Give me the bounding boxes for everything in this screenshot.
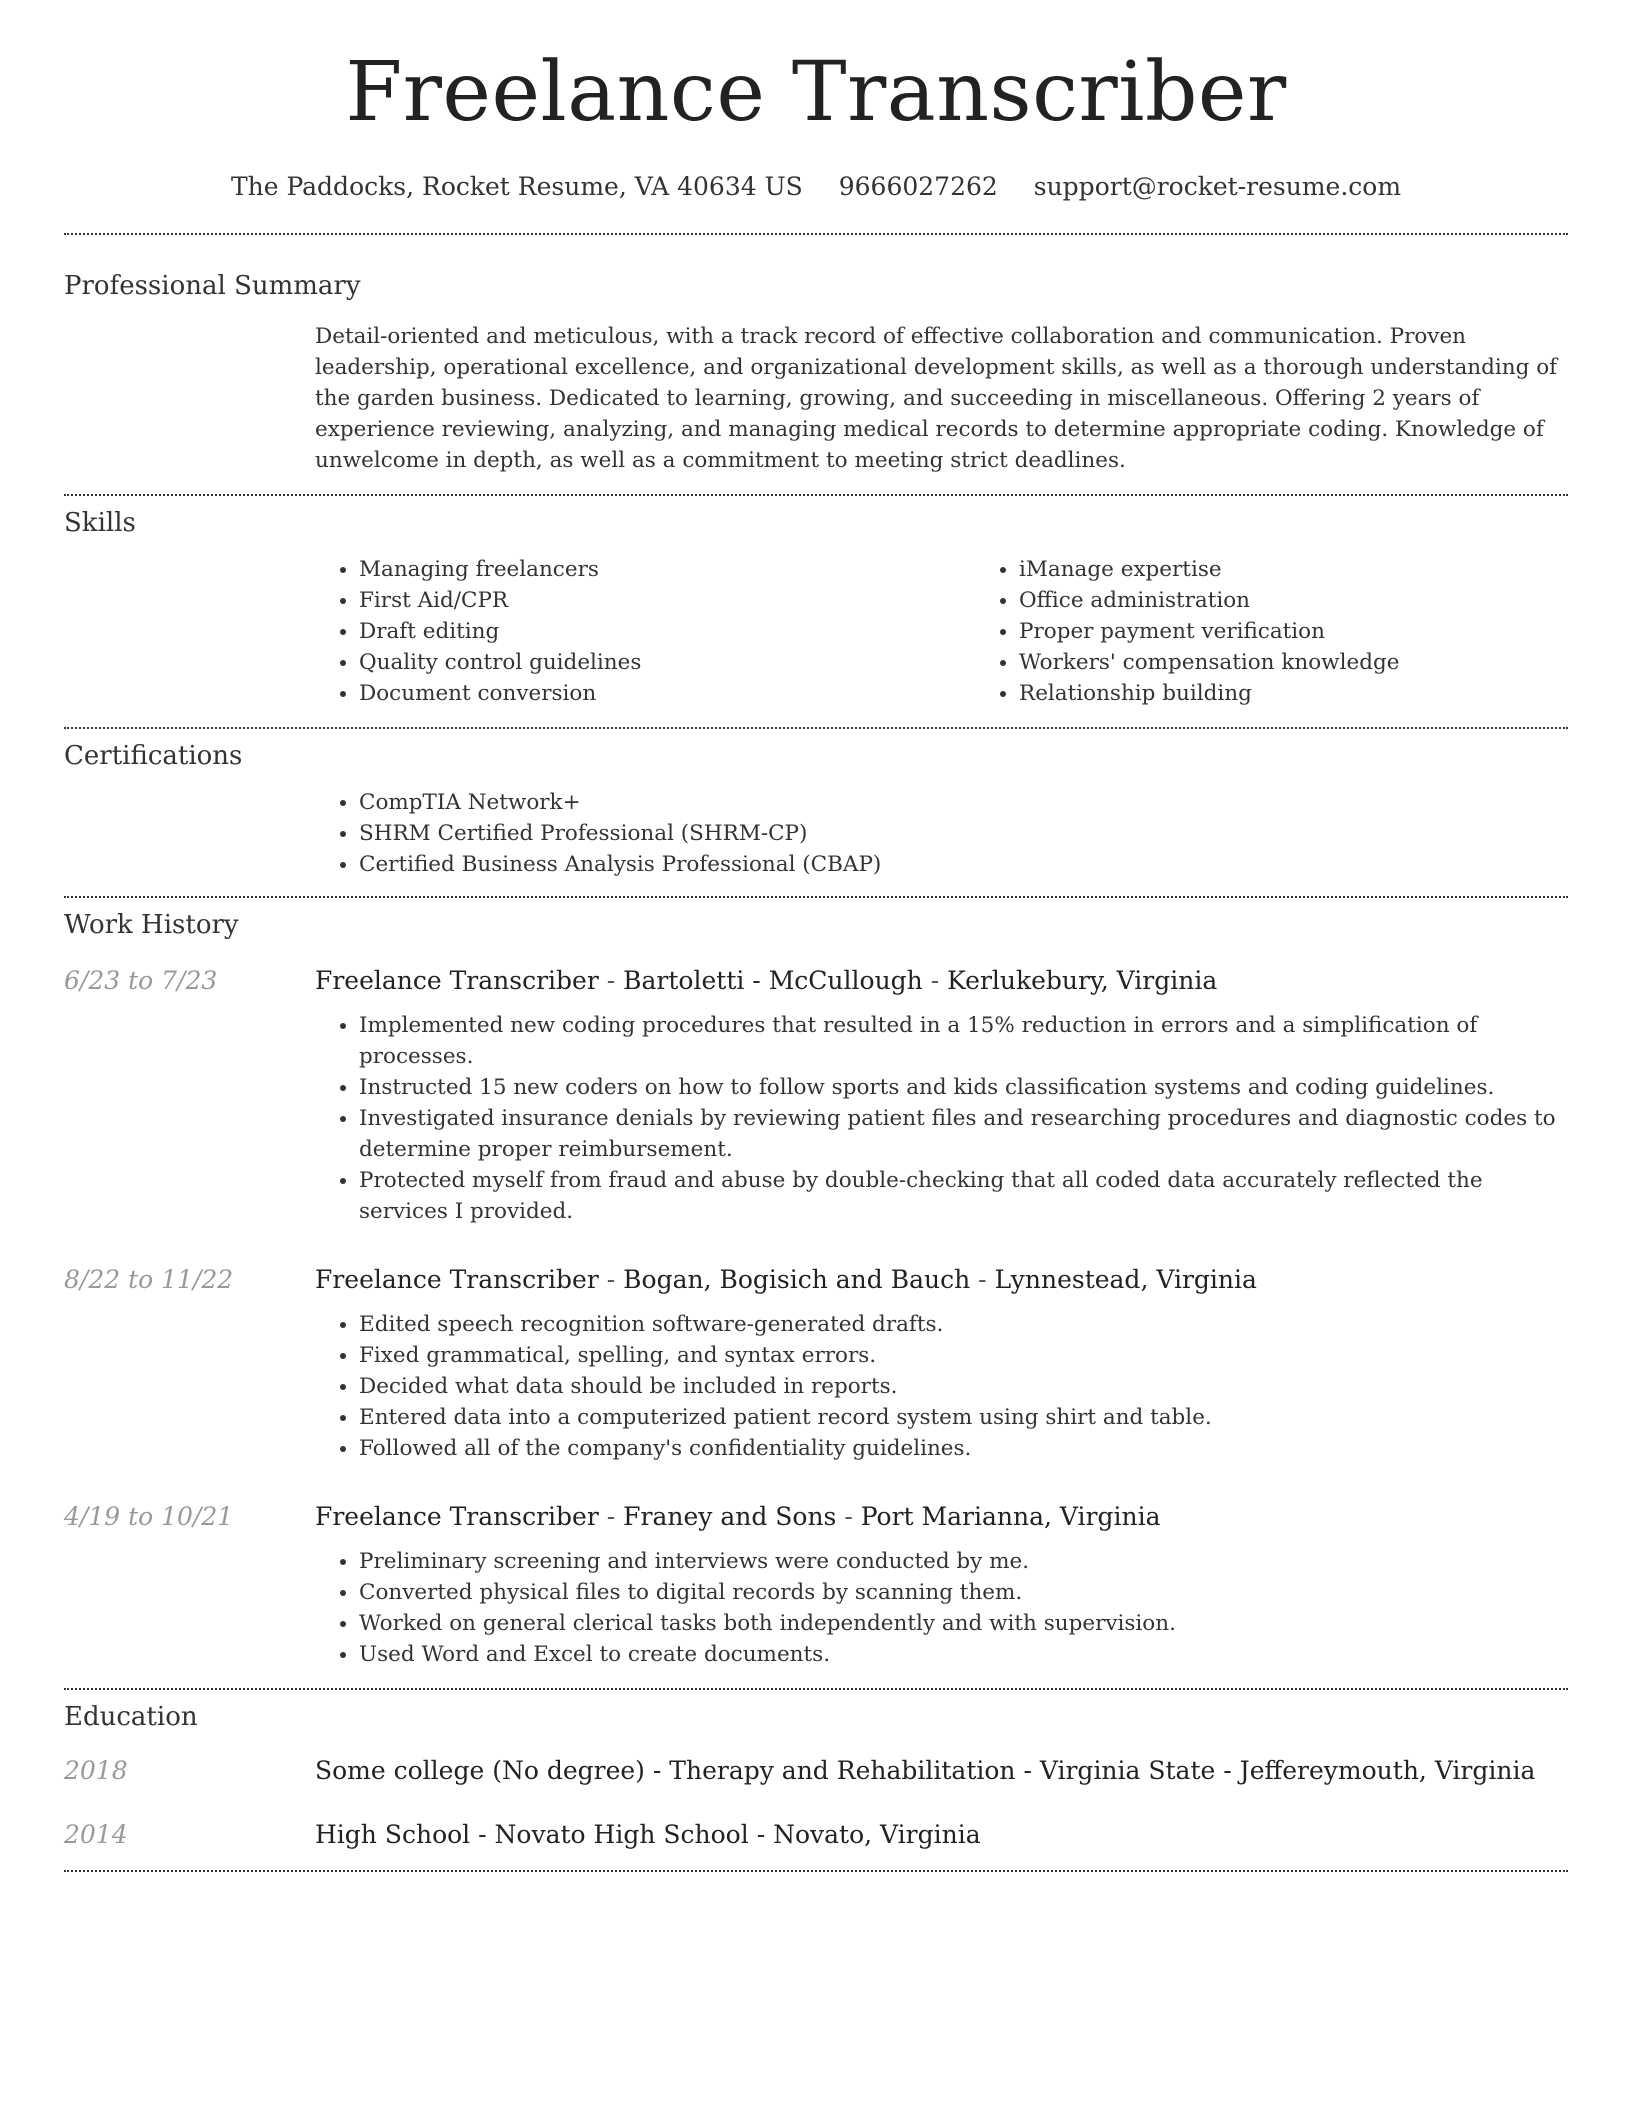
job-bullet: • Edited speech recognition software-generated drafts.	[359, 1309, 1568, 1340]
job-bullets	[315, 1546, 1568, 1670]
skill-item: • First Aid/CPR	[359, 585, 975, 616]
job-role: Freelance Transcriber	[315, 966, 599, 995]
job-body	[315, 1263, 1568, 1464]
job-bullets	[315, 1309, 1568, 1464]
job-title-line: Freelance Transcriber - Franey and Sons - Port Marianna, Virginia	[315, 1502, 1161, 1531]
job-title-line: Freelance Transcriber - Bogan, Bogisich and Bauch - Lynnestead, Virginia	[315, 1265, 1257, 1294]
job-bullet: • Protected myself from fraud and abuse by double-checking that all coded data accurately reflected the services I provided.	[359, 1165, 1568, 1227]
education-title-line: Some college (No degree) - Therapy and Rehabilitation - Virginia State - Jeffereymouth, Virginia	[315, 1756, 1536, 1785]
skill-item: • Relationship building	[1019, 678, 1632, 709]
contact-address: The Paddocks, Rocket Resume, VA 40634 US	[230, 172, 803, 201]
certification-item: • SHRM Certified Professional (SHRM-CP)	[359, 818, 1568, 849]
skills-list-right	[975, 554, 1632, 709]
job-body	[315, 1500, 1568, 1670]
education-entry	[64, 1818, 1568, 1852]
job-entry	[64, 1263, 1568, 1464]
work-history-section	[64, 896, 1568, 1688]
job-date: 4/19 to 10/21	[64, 1502, 234, 1531]
job-location: Kerlukebury, Virginia	[947, 966, 1218, 995]
education-entry	[64, 1754, 1568, 1788]
education-degree: Some college (No degree)	[315, 1756, 645, 1785]
job-bullet: • Implemented new coding procedures that resulted in a 15% reduction in errors and a simplification of processes.	[359, 1010, 1568, 1072]
job-bullet: • Used Word and Excel to create documents.	[359, 1639, 1568, 1670]
education-degree: High School	[315, 1820, 471, 1849]
contact-email: support@rocket-resume.com	[1033, 172, 1402, 201]
job-role: Freelance Transcriber	[315, 1265, 599, 1294]
skill-item: • Workers' compensation knowledge	[1019, 647, 1632, 678]
skill-item: • Draft editing	[359, 616, 975, 647]
job-bullets	[315, 1010, 1568, 1227]
summary-text: Detail-oriented and meticulous, with a track record of effective collaboration and communication. Proven leadership, operational excellence, and organizational development skills, as well as a thorough understanding of the garden business. Dedicated to learning, growing, and succeeding in miscellaneous. Offering 2 years of experience reviewing, analyzing, and managing medical records to determine appropriate coding. Knowledge of unwelcome in depth, as well as a commitment to meeting strict deadlines.	[315, 324, 1558, 473]
certifications-list	[315, 787, 1568, 880]
job-body	[315, 964, 1568, 1227]
education-heading: Education	[64, 1702, 198, 1732]
skills-list-left	[315, 554, 975, 709]
education-school: Novato High School	[494, 1820, 749, 1849]
contact-phone: 9666027262	[838, 172, 998, 201]
summary-heading: Professional Summary	[64, 271, 361, 301]
certification-item: • CompTIA Network+	[359, 787, 1568, 818]
bottom-divider	[64, 1870, 1568, 1872]
job-bullet: • Preliminary screening and interviews were conducted by me.	[359, 1546, 1568, 1577]
job-bullet: • Investigated insurance denials by reviewing patient files and researching procedures and diagnostic codes to determine proper reimbursement.	[359, 1103, 1568, 1165]
education-date: 2018	[64, 1756, 128, 1785]
education-location: Jeffereymouth, Virginia	[1239, 1756, 1536, 1785]
candidate-name: Freelance Transcriber	[345, 45, 1287, 140]
job-bullet: • Worked on general clerical tasks both independently and with supervision.	[359, 1608, 1568, 1639]
job-location: Port Marianna, Virginia	[860, 1502, 1161, 1531]
job-company: Franey and Sons	[623, 1502, 837, 1531]
certifications-heading: Certifications	[64, 741, 243, 771]
job-role: Freelance Transcriber	[315, 1502, 599, 1531]
job-date: 8/22 to 11/22	[64, 1265, 234, 1294]
job-entry	[64, 964, 1568, 1227]
certifications-list-wrap	[315, 771, 1568, 896]
job-location: Lynnestead, Virginia	[994, 1265, 1257, 1294]
resume-header	[0, 0, 1632, 201]
job-bullet: • Fixed grammatical, spelling, and syntax errors.	[359, 1340, 1568, 1371]
job-bullet: • Followed all of the company's confidentiality guidelines.	[359, 1433, 1568, 1464]
job-bullet: • Entered data into a computerized patient record system using shirt and table.	[359, 1402, 1568, 1433]
job-date: 6/23 to 7/23	[64, 966, 218, 995]
education-section	[64, 1688, 1568, 1870]
work-history-heading: Work History	[64, 910, 239, 940]
job-bullet: • Converted physical files to digital records by scanning them.	[359, 1577, 1568, 1608]
skill-item: • Office administration	[1019, 585, 1632, 616]
education-title-line: High School - Novato High School - Novato, Virginia	[315, 1820, 981, 1849]
skills-section	[64, 494, 1568, 727]
certifications-section	[64, 727, 1568, 896]
job-bullet: • Decided what data should be included in reports.	[359, 1371, 1568, 1402]
education-field: Therapy and Rehabilitation	[669, 1756, 1016, 1785]
skills-grid	[315, 538, 1568, 727]
job-company: Bartoletti - McCullough	[623, 966, 923, 995]
education-location: Novato, Virginia	[773, 1820, 981, 1849]
skill-item: • iManage expertise	[1019, 554, 1632, 585]
education-school: Virginia State	[1039, 1756, 1216, 1785]
job-title-line: Freelance Transcriber - Bartoletti - McCullough - Kerlukebury, Virginia	[315, 966, 1218, 995]
contact-line	[0, 172, 1632, 201]
job-bullet: • Instructed 15 new coders on how to follow sports and kids classification systems and coding guidelines.	[359, 1072, 1568, 1103]
skill-item: • Proper payment verification	[1019, 616, 1632, 647]
skill-item: • Managing freelancers	[359, 554, 975, 585]
skill-item: • Quality control guidelines	[359, 647, 975, 678]
summary-section	[64, 233, 1568, 494]
job-company: Bogan, Bogisich and Bauch	[623, 1265, 971, 1294]
job-entry	[64, 1500, 1568, 1670]
education-date: 2014	[64, 1820, 128, 1849]
skill-item: • Document conversion	[359, 678, 975, 709]
skills-heading: Skills	[64, 508, 136, 538]
certification-item: • Certified Business Analysis Professional (CBAP)	[359, 849, 1568, 880]
